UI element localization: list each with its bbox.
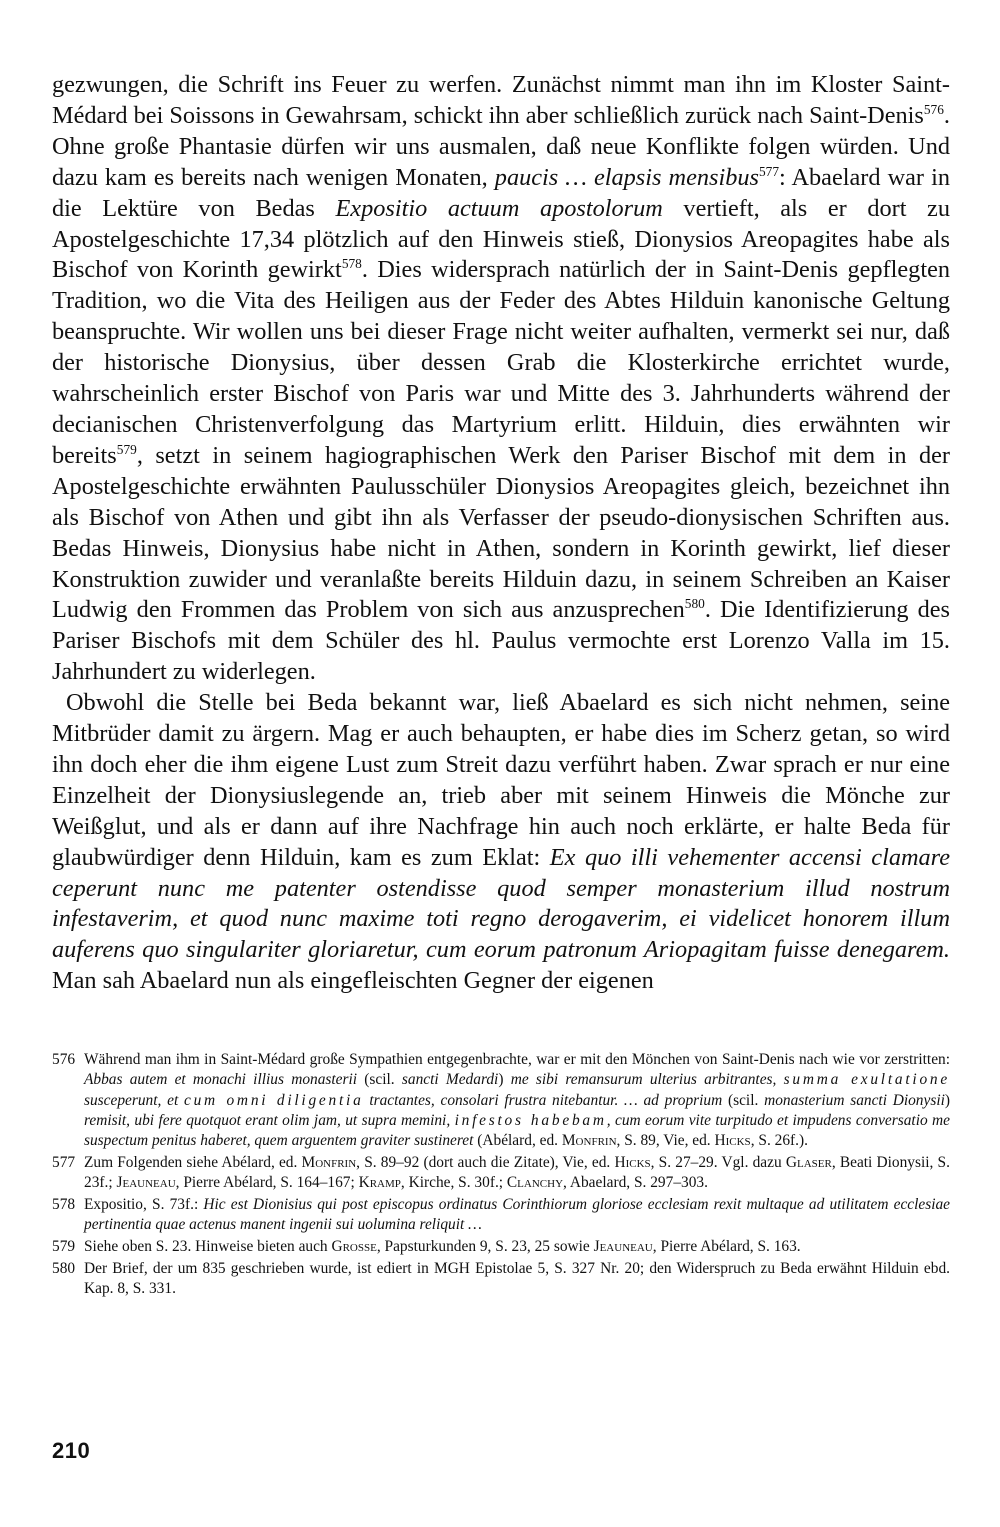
author-name: Kramp	[358, 1174, 401, 1192]
text-run: Expositio, S. 73f.:	[84, 1196, 204, 1214]
text-run: , Kirche, S. 30f.;	[400, 1174, 507, 1192]
footnote-ref-580[interactable]: 580	[684, 596, 705, 612]
latin-quote: Hic est Dionisius qui post episcopus ordinatus Corinthiorum gloriose ecclesiam rexit multaque ad utilitatem ecclesiae pertinentia quae actenus manent ingenii sui uolumina reliquit …	[84, 1196, 951, 1234]
text-run: Der Brief, der um 835 geschrieben wurde, ist ediert in MGH Epistolae 5, S. 327 Nr. 20; den Widerspruch zu Beda erwähnt Hilduin ebd. Kap. 8, S. 331.	[84, 1259, 950, 1298]
text-run: . Dies widersprach natürlich der in Saint-Denis gepflegten Tradition, wo die Vita des Heiligen aus der Feder des Abtes Hilduin kanonische Geltung beanspruchte. Wir wollen uns bei dieser Frage nicht weiter aufhalten, vermerkt sei nur, daß der historische Dionysius, über dessen Grab die Klosterkirche errichtet wurde, wahrscheinlich erster Bischof von Paris war und Mitte des 3. Jahrhunderts während der decianischen Christenverfolgung das Martyrium erlitt. Hilduin, dies erwähnten wir bereits	[52, 256, 950, 469]
text-run: , Beati Dionysii, S. 23f.;	[84, 1153, 950, 1192]
text-run: Siehe oben S. 23. Hinweise bieten auch	[84, 1238, 332, 1256]
latin-quote: me sibi remansurum ulterius arbitrantes,	[510, 1071, 784, 1089]
spaced-emphasis: summa exultatione	[783, 1071, 950, 1089]
footnote-text	[84, 1195, 950, 1236]
text-run: gezwungen, die Schrift ins Feuer zu werfen. Zunächst nimmt man ihn im Kloster Saint-Médard bei Soissons in Gewahrsam, schickt ihn aber schließlich zurück nach Saint-Denis	[52, 71, 950, 129]
text-run: , Pierre Abélard, S. 164–167;	[175, 1174, 359, 1192]
text-run: : Abaelard war in die Lektüre von Bedas	[52, 163, 950, 222]
latin-quote: susceperunt, et	[84, 1091, 184, 1109]
footnote-number: 578	[52, 1196, 76, 1214]
latin-quote: monasterium sancti Dionysii	[764, 1091, 945, 1109]
latin-quote: tractantes, consolari frustra nitebantur. … ad proprium	[363, 1091, 723, 1109]
latin-quote: Ex quo illi vehementer accensi clamare ceperunt nunc me patenter ostendisse quod semper monasterium illud nostrum infestaverim, et quod nunc maxime toti regno derogaverim, ei videlicet honorem illum auferens quo singulariter gloriaretur, cum eorum patronum Ariopagitam fuisse denegarem.	[52, 843, 951, 964]
text-run: , Abaelard, S. 297–303.	[563, 1174, 708, 1192]
text-run: , S. 27–29. Vgl. dazu	[650, 1153, 786, 1171]
author-name: Hicks	[714, 1132, 751, 1150]
footnote-580	[52, 1259, 950, 1300]
text-run: (scil.	[357, 1071, 402, 1089]
author-name: Monfrin	[561, 1132, 617, 1150]
text-run: (scil.	[722, 1091, 765, 1109]
latin-quote: paucis … elapsis mensibus	[494, 163, 759, 191]
footnote-number: 577	[52, 1153, 76, 1171]
footnote-text	[84, 1259, 950, 1300]
text-run: , Papsturkunden 9, S. 23, 25 sowie	[376, 1238, 594, 1256]
text-run: , S. 89, Vie, ed.	[616, 1132, 715, 1150]
latin-quote: Abbas autem et monachi illius monasterii	[84, 1071, 358, 1089]
author-name: Jeauneau	[593, 1238, 653, 1256]
author-name: Monfrin	[301, 1153, 357, 1171]
text-run: Während man ihm in Saint-Médard große Sympathien entgegenbrachte, war er mit den Mönchen von Saint-Denis nach wie vor zerstritten:	[84, 1051, 950, 1068]
footnote-576	[52, 1050, 950, 1151]
page-number: 210	[52, 1438, 91, 1463]
footnote-ref-578[interactable]: 578	[341, 256, 362, 272]
latin-quote: sancti Medardi	[401, 1071, 499, 1089]
text-run: , setzt in seinem hagiographischen Werk den Pariser Bischof mit dem in der Apostelgeschichte erwähnten Paulusschüler Dionysios Areopagites gleich, bezeichnet ihn als Bischof von Athen und gibt ihn als Verfasser der pseudo-dionysischen Schriften aus. Bedas Hinweis, Dionysius habe nicht in Athen, sondern in Korinth gewirkt, lief dieser Konstruktion zuwider und veranlaßte bereits Hilduin dazu, in seinem Schreiben an Kaiser Ludwig den Frommen das Problem von sich aus anzusprechen	[52, 441, 950, 624]
footnote-number: 579	[52, 1238, 76, 1256]
text-run: vertieft, als er dort zu Apostelgeschichte 17,34 plötzlich auf den Hinweis stieß, Dionysios Areopagites habe als Bischof von Korinth gewirkt	[52, 194, 950, 284]
author-name: Hicks	[614, 1153, 651, 1171]
text-run: . Ohne große Phantasie dürfen wir uns ausmalen, daß neue Konflikte folgen würden. Und dazu kam es bereits nach wenigen Monaten,	[52, 101, 950, 191]
footnote-text	[84, 1050, 950, 1151]
author-name: Jeauneau	[116, 1174, 176, 1192]
latin-quote: remisit, ubi fere quotquot erant olim jam, ut supra memini,	[84, 1111, 455, 1129]
text-run: Obwohl die Stelle bei Beda bekannt war, ließ Abaelard es sich nicht nehmen, seine Mitbrüder damit zu ärgern. Mag er auch behaupten, er habe dies im Scherz getan, so wird ihn doch eher die ihm eigene Lust zum Streit dazu verführt haben. Zwar sprach er nur eine Einzelheit der Dionysiuslegende an, trieb aber mit seinem Hinweis die Mönche zur Weißglut, und als er dann auf ihre Nachfrage hin auch noch erklärte, er halte Beda für glaubwürdiger denn Hilduin, kam es zum Eklat:	[52, 689, 950, 871]
footnote-577	[52, 1153, 950, 1194]
footnote-text	[84, 1237, 950, 1257]
paragraph-1	[52, 70, 950, 688]
text-run: Man sah Abaelard nun als eingefleischten Gegner der eigenen	[52, 967, 654, 995]
text-run: , Pierre Abélard, S. 163.	[652, 1238, 801, 1256]
text-run: )	[944, 1091, 951, 1109]
author-name: Clanchy	[506, 1174, 564, 1192]
text-run: (Abélard, ed.	[473, 1132, 562, 1150]
footnote-ref-577[interactable]: 577	[758, 163, 780, 179]
latin-quote: , cum eorum vite turpitudo et impudens conversatio me suspectum penitus haberet, quem arguentem graviter sustineret	[84, 1111, 950, 1150]
footnote-579	[52, 1237, 950, 1257]
paragraph-2	[52, 688, 950, 997]
footnote-ref-576[interactable]: 576	[923, 101, 944, 117]
text-run: . Die Identifizierung des Pariser Bischofs mit dem Schüler des hl. Paulus vermochte erst Lorenzo Valla im 15. Jahrhundert zu widerlegen.	[52, 596, 950, 686]
work-title: Expositio actuum apostolorum	[335, 194, 663, 222]
footnote-number: 576	[52, 1051, 76, 1068]
footnote-ref-579[interactable]: 579	[116, 441, 137, 457]
footnote-number: 580	[52, 1259, 76, 1277]
spaced-emphasis: infestos habebam	[454, 1111, 607, 1129]
footnotes	[52, 1050, 950, 1301]
text-run: )	[498, 1071, 511, 1089]
main-text	[52, 70, 950, 997]
author-name: Grosse	[331, 1238, 377, 1256]
author-name: Glaser	[785, 1153, 832, 1171]
text-run: , S. 89–92 (dort auch die Zitate), Vie, ed.	[356, 1153, 615, 1171]
footnote-578	[52, 1195, 950, 1236]
spaced-emphasis: cum omni diligentia	[183, 1091, 364, 1109]
page-body	[52, 70, 950, 997]
text-run: Zum Folgenden siehe Abélard, ed.	[84, 1153, 302, 1171]
footnote-text	[84, 1153, 950, 1194]
text-run: , S. 26f.).	[750, 1132, 808, 1150]
